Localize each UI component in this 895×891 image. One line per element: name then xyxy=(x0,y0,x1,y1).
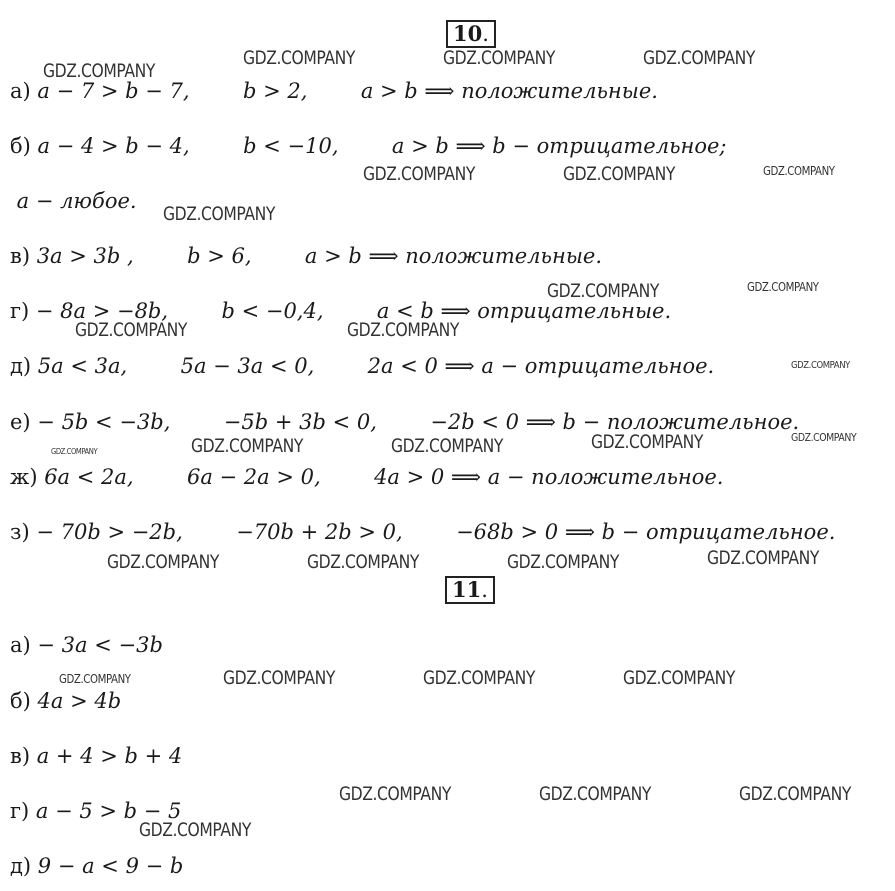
item-text: − 70b > −2b, −70b + 2b > 0, −68b > 0 ⟹ b − отрицательное. xyxy=(29,520,836,544)
watermark: GDZ.COMPANY xyxy=(591,431,704,453)
item-label: е) xyxy=(10,410,31,434)
watermark: GDZ.COMPANY xyxy=(191,435,304,457)
task-11-number-text: 11 xyxy=(452,577,482,602)
item-label: в) xyxy=(10,244,31,268)
item-label: б) xyxy=(10,689,31,713)
watermark: GDZ.COMPANY xyxy=(791,360,850,371)
watermark: GDZ.COMPANY xyxy=(791,431,857,444)
watermark: GDZ.COMPANY xyxy=(763,164,835,178)
watermark: GDZ.COMPANY xyxy=(707,547,820,569)
watermark: GDZ.COMPANY xyxy=(163,203,276,225)
watermark: GDZ.COMPANY xyxy=(391,435,504,457)
watermark: GDZ.COMPANY xyxy=(563,163,676,185)
item-text: a − любое. xyxy=(10,189,137,213)
task-10-number xyxy=(446,20,496,48)
item-text: − 8a > −8b, b < −0,4, a < b ⟹ отрицательные. xyxy=(29,299,672,323)
watermark: GDZ.COMPANY xyxy=(243,47,356,69)
task-11-number-dot: . xyxy=(481,578,488,602)
item-text: a − 7 > b − 7, b > 2, a > b ⟹ положительные. xyxy=(30,79,658,103)
task-10-item-b-continued xyxy=(10,188,137,214)
watermark: GDZ.COMPANY xyxy=(347,319,460,341)
item-label: г) xyxy=(10,299,30,323)
watermark: GDZ.COMPANY xyxy=(507,551,620,573)
task-10-item-d xyxy=(10,353,714,379)
task-11-item-v xyxy=(10,743,182,769)
item-label: д) xyxy=(10,354,32,378)
item-text: − 3a < −3b xyxy=(30,633,163,657)
item-text: 4a > 4b xyxy=(30,689,122,713)
item-label: а) xyxy=(10,633,31,657)
item-label: з) xyxy=(10,520,30,544)
item-text: 9 − a < 9 − b xyxy=(31,854,184,878)
item-text: 3a > 3b , b > 6, a > b ⟹ положительные. xyxy=(30,244,603,268)
watermark: GDZ.COMPANY xyxy=(423,667,536,689)
watermark: GDZ.COMPANY xyxy=(307,551,420,573)
item-label: ж) xyxy=(10,465,38,489)
task-10-item-v xyxy=(10,243,602,269)
watermark: GDZ.COMPANY xyxy=(643,47,756,69)
item-text: a − 4 > b − 4, b < −10, a > b ⟹ b − отрицательное; xyxy=(30,134,727,158)
watermark: GDZ.COMPANY xyxy=(363,163,476,185)
item-text: 5a < 3a, 5a − 3a < 0, 2a < 0 ⟹ a − отрицательное. xyxy=(31,354,715,378)
watermark: GDZ.COMPANY xyxy=(107,551,220,573)
task-10-number-dot: . xyxy=(482,22,489,46)
task-11-item-b xyxy=(10,688,121,714)
item-text: a − 5 > b − 5 xyxy=(29,799,182,823)
watermark: GDZ.COMPANY xyxy=(539,783,652,805)
task-11-item-a xyxy=(10,632,163,658)
watermark: GDZ.COMPANY xyxy=(623,667,736,689)
task-10-number-text: 10 xyxy=(453,21,483,46)
watermark: GDZ.COMPANY xyxy=(75,319,188,341)
item-text: − 5b < −3b, −5b + 3b < 0, −2b < 0 ⟹ b − положительное. xyxy=(30,410,800,434)
watermark: GDZ.COMPANY xyxy=(51,447,98,456)
watermark: GDZ.COMPANY xyxy=(443,47,556,69)
task-10-item-b xyxy=(10,133,726,159)
item-label: а) xyxy=(10,79,31,103)
item-text: a + 4 > b + 4 xyxy=(30,744,183,768)
item-label: г) xyxy=(10,799,30,823)
item-text: 6a < 2a, 6a − 2a > 0, 4a > 0 ⟹ a − положительное. xyxy=(37,465,724,489)
watermark: GDZ.COMPANY xyxy=(747,280,819,294)
watermark: GDZ.COMPANY xyxy=(547,280,660,302)
item-label: в) xyxy=(10,744,31,768)
watermark: GDZ.COMPANY xyxy=(223,667,336,689)
watermark: GDZ.COMPANY xyxy=(339,783,452,805)
task-11-number xyxy=(445,576,495,604)
task-10-item-zh xyxy=(10,464,723,490)
task-11-item-d xyxy=(10,853,183,879)
watermark: GDZ.COMPANY xyxy=(59,672,131,686)
watermark: GDZ.COMPANY xyxy=(739,783,852,805)
watermark: GDZ.COMPANY xyxy=(43,60,156,82)
task-10-item-z xyxy=(10,519,835,545)
watermark: GDZ.COMPANY xyxy=(139,819,252,841)
item-label: б) xyxy=(10,134,31,158)
item-label: д) xyxy=(10,854,32,878)
